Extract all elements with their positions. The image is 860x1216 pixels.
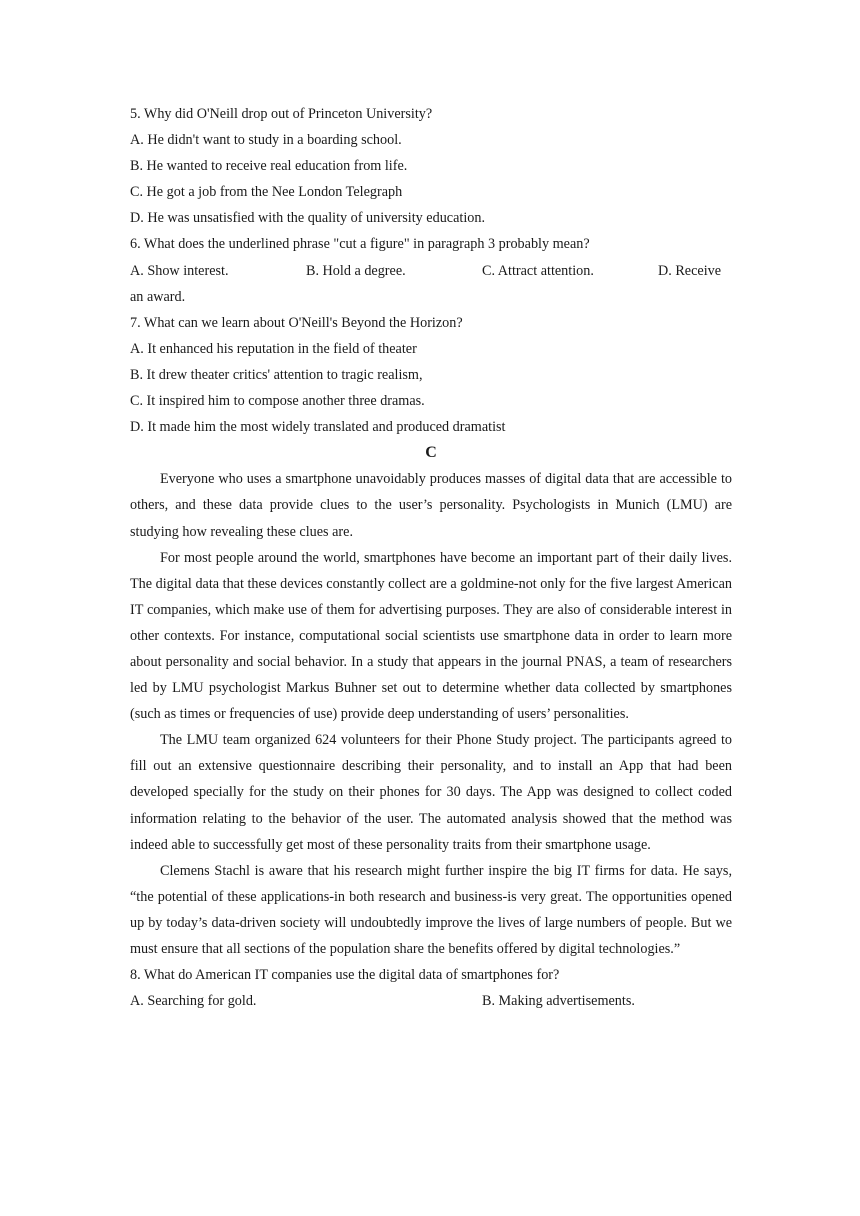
question-6-option-d: D. Receive	[658, 262, 722, 279]
question-7-option-a: A. It enhanced his reputation in the field of theater	[130, 340, 417, 357]
passage-paragraph-1: Everyone who uses a smartphone unavoidably produces masses of digital data that are accessible to others, and these data provide clues to the user’s personality. Psychologists in Munich (LMU) are studying how revealing these clues are.	[130, 471, 732, 540]
section-heading: C	[425, 444, 437, 462]
question-5-option-b: B. He wanted to receive real education from life.	[130, 158, 408, 175]
question-7-option-c: C. It inspired him to compose another three dramas.	[130, 393, 425, 410]
question-8-option-a: A. Searching for gold.	[130, 993, 257, 1010]
question-8-stem: 8. What do American IT companies use the digital data of smartphones for?	[130, 967, 560, 984]
document-page	[130, 101, 732, 1014]
question-6-stem: 6. What does the underlined phrase "cut a figure" in paragraph 3 probably mean?	[130, 236, 590, 253]
question-5-option-d: D. He was unsatisfied with the quality of university education.	[130, 210, 486, 227]
question-6-option-a: A. Show interest.	[130, 262, 229, 279]
question-7-option-b: B. It drew theater critics' attention to tragic realism,	[130, 366, 423, 383]
passage-paragraph-2: For most people around the world, smartphones have become an important part of their daily lives. The digital data that these devices constantly collect are a goldmine-not only for the five largest American IT companies, which make use of them for advertising purposes. They are also of considerable interest in other contexts. For instance, computational social scientists use smartphone data in order to learn more about personality and social behavior. In a study that appears in the journal PNAS, a team of researchers led by LMU psychologist Markus Buhner set out to determine whether data collected by smartphones (such as times or frequencies of use) provide deep understanding of users’ personalities.	[130, 549, 732, 723]
question-6-options	[130, 258, 732, 284]
passage-paragraph-3: The LMU team organized 624 volunteers for their Phone Study project. The participants agreed to fill out an extensive questionnaire describing their personality, and to install an App that had been developed specially for the study on their phones for 30 days. The App was designed to collect coded information relating to the behavior of the user. The automated analysis showed that the method was indeed able to successfully get most of these personality traits from their smartphone usage.	[130, 732, 732, 853]
question-8-options	[130, 988, 732, 1014]
passage-paragraph-4: Clemens Stachl is aware that his research might further inspire the big IT firms for data. He says, “the potential of these applications-in both research and business-is very great. The opportunities opened up by today’s data-driven society will undoubtedly improve the lives of large numbers of people. But we must ensure that all sections of the population share the benefits offered by digital technologies.”	[130, 862, 732, 957]
question-5-option-a: A. He didn't want to study in a boarding school.	[130, 132, 402, 149]
question-7-stem: 7. What can we learn about O'Neill's Beyond the Horizon?	[130, 314, 463, 331]
question-6-option-d-wrap: an award.	[130, 288, 186, 305]
question-5-option-c: C. He got a job from the Nee London Telegraph	[130, 184, 403, 201]
question-5-stem: 5. Why did O'Neill drop out of Princeton University?	[130, 106, 433, 122]
question-8-option-b: B. Making advertisements.	[482, 993, 635, 1010]
question-6-option-b: B. Hold a degree.	[306, 262, 406, 279]
question-7-option-d: D. It made him the most widely translated and produced dramatist	[130, 419, 506, 436]
question-6-option-c: C. Attract attention.	[482, 262, 594, 279]
